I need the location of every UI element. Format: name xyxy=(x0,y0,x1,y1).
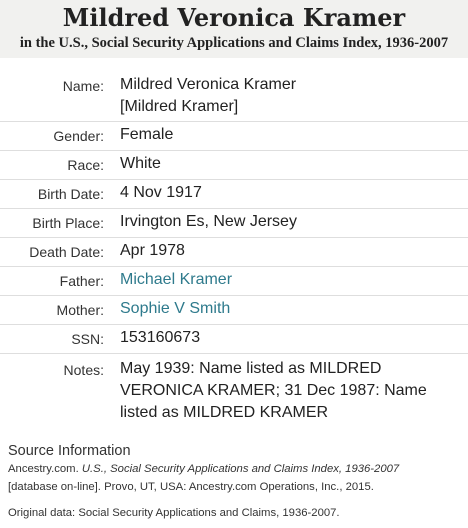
source-heading: Source Information xyxy=(8,443,131,459)
father-label: Father: xyxy=(59,273,104,289)
notes-label: Notes: xyxy=(63,362,104,378)
name-primary: Mildred Veronica Kramer xyxy=(120,76,297,93)
citation-prefix: Ancestry.com. xyxy=(8,463,82,475)
ssn-value: 153160673 xyxy=(120,329,201,346)
notes-line: May 1939: Name listed as MILDRED xyxy=(120,360,382,377)
record-row-birth-date xyxy=(0,180,468,209)
record-row-ssn xyxy=(0,325,468,354)
gender-value: Female xyxy=(120,126,174,143)
death-date-value: Apr 1978 xyxy=(120,242,185,259)
name-alias: [Mildred Kramer] xyxy=(120,98,239,115)
record-header xyxy=(0,0,468,58)
birth-date-label: Birth Date: xyxy=(37,186,104,202)
notes-line: listed as MILDRED KRAMER xyxy=(120,404,329,421)
birth-date-value: 4 Nov 1917 xyxy=(120,184,202,201)
gender-label: Gender: xyxy=(53,128,104,144)
notes-line: VERONICA KRAMER; 31 Dec 1987: Name xyxy=(120,382,427,399)
name-value xyxy=(120,74,430,118)
collection-subtitle: in the U.S., Social Security Applications and Claims Index, 1936-2007 xyxy=(19,35,449,51)
source-information xyxy=(8,442,463,519)
source-citation xyxy=(8,461,399,477)
record-row-death-date xyxy=(0,238,468,267)
birth-place-label: Birth Place: xyxy=(32,215,104,231)
mother-link[interactable]: Sophie V Smith xyxy=(120,300,231,317)
record-row-race xyxy=(0,151,468,180)
notes-value xyxy=(120,358,430,424)
mother-label: Mother: xyxy=(56,302,104,318)
mother-value xyxy=(120,298,430,320)
record-row-birth-place xyxy=(0,209,468,238)
ssn-label: SSN: xyxy=(71,331,104,347)
record-row-gender xyxy=(0,122,468,151)
father-value xyxy=(120,269,430,291)
record-row-name xyxy=(0,70,468,122)
record-row-mother xyxy=(0,296,468,325)
source-citation-continued: [database on-line]. Provo, UT, USA: Ancestry.com Operations, Inc., 2015. xyxy=(8,481,374,493)
father-link[interactable]: Michael Kramer xyxy=(120,271,233,288)
source-original-data: Original data: Social Security Applications and Claims, 1936-2007. xyxy=(8,507,340,519)
record-row-father xyxy=(0,267,468,296)
death-date-label: Death Date: xyxy=(29,244,104,260)
record-details xyxy=(0,70,468,430)
citation-title: U.S., Social Security Applications and Claims Index, 1936-2007 xyxy=(81,463,400,475)
race-label: Race: xyxy=(67,157,104,173)
page-title: Mildred Veronica Kramer xyxy=(62,3,406,32)
race-value: White xyxy=(120,155,161,172)
record-row-notes xyxy=(0,354,468,430)
birth-place-value: Irvington Es, New Jersey xyxy=(120,213,297,230)
name-label: Name: xyxy=(62,78,104,94)
